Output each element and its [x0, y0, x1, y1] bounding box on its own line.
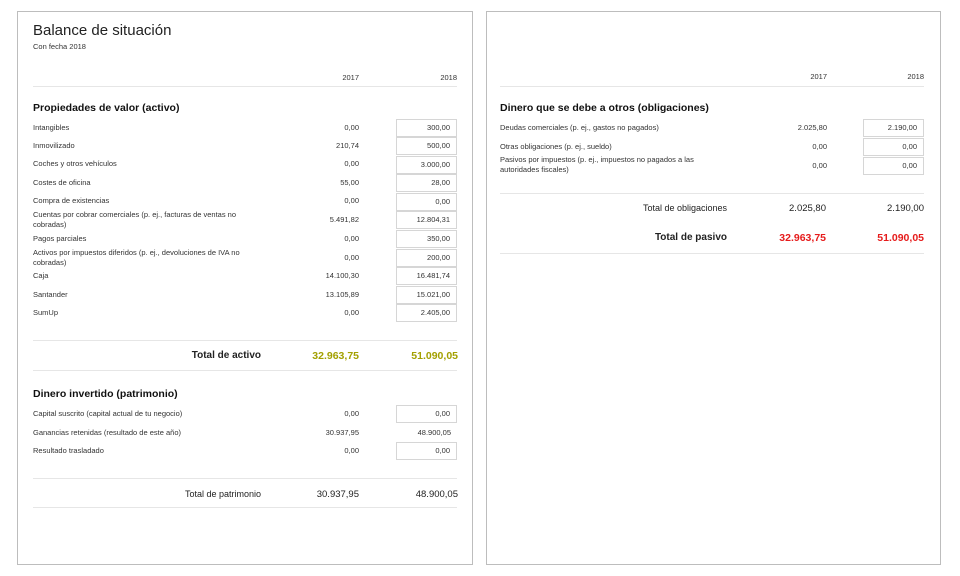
asset-label: Caja: [33, 271, 49, 280]
assets-total-2017: 32.963,75: [312, 350, 359, 362]
asset-label: Compra de existencias: [33, 196, 110, 205]
asset-value-2017: 0,00: [344, 253, 359, 262]
equity-label: Ganancias retenidas (resultado de este año): [33, 428, 182, 437]
divider: [500, 193, 924, 194]
asset-value-2017: 0,00: [344, 196, 359, 205]
asset-value-2018-input[interactable]: 15.021,00: [396, 286, 457, 304]
asset-value-2017: 14.100,30: [325, 271, 359, 280]
column-header-2018: 2018: [440, 73, 457, 82]
liability-label: Pasivos por impuestos (p. ej., impuestos no pagados a las autoridades fiscales): [500, 155, 694, 174]
equity-total-2018: 48.900,05: [415, 489, 458, 500]
divider: [33, 340, 457, 341]
asset-value-2017: 5.491,82: [329, 215, 359, 224]
column-header-2018: 2018: [907, 72, 924, 81]
grand-total-2017: 32.963,75: [779, 232, 826, 244]
balance-panel-right: [486, 11, 941, 565]
equity-section-title: Dinero invertido (patrimonio): [33, 388, 178, 400]
asset-value-2017: 0,00: [344, 234, 359, 243]
page-subtitle: Con fecha 2018: [33, 42, 86, 51]
liabilities-section-title: Dinero que se debe a otros (obligaciones): [500, 102, 709, 114]
assets-section-title: Propiedades de valor (activo): [33, 102, 180, 114]
asset-value-2018-input[interactable]: 16.481,74: [396, 267, 457, 285]
page-title: Balance de situación: [33, 22, 172, 39]
column-header-2017: 2017: [810, 72, 827, 81]
asset-label: Pagos parciales: [33, 234, 87, 243]
equity-total-2017: 30.937,95: [316, 489, 359, 500]
grand-total-label: Total de pasivo: [654, 232, 727, 243]
equity-value-2017: 0,00: [344, 409, 359, 418]
assets-total-2018: 51.090,05: [411, 350, 458, 362]
equity-total-label: Total de patrimonio: [184, 489, 261, 499]
asset-value-2017: 0,00: [344, 308, 359, 317]
asset-value-2018-input[interactable]: 3.000,00: [396, 156, 457, 174]
divider: [33, 370, 457, 371]
asset-label: SumUp: [33, 308, 59, 317]
asset-label: Cuentas por cobrar comerciales (p. ej., facturas de ventas no cobradas): [33, 210, 237, 229]
equity-value-2017: 30.937,95: [325, 428, 359, 437]
asset-value-2018-input[interactable]: 500,00: [396, 137, 457, 155]
equity-value-2017: 0,00: [344, 446, 359, 455]
asset-value-2018-input[interactable]: 28,00: [396, 174, 457, 192]
liabilities-total-2018: 2.190,00: [887, 203, 924, 214]
asset-label: Coches y otros vehículos: [33, 159, 117, 168]
liability-value-2018-input[interactable]: 2.190,00: [863, 119, 924, 137]
liability-value-2017: 0,00: [812, 161, 827, 170]
liability-label: Otras obligaciones (p. ej., sueldo): [500, 142, 612, 151]
liabilities-total-label: Total de obligaciones: [642, 203, 727, 213]
divider: [500, 253, 924, 254]
divider: [33, 478, 457, 479]
liability-value-2017: 2.025,80: [797, 123, 827, 132]
divider: [33, 86, 457, 87]
asset-value-2018-input[interactable]: 12.804,31: [396, 211, 457, 229]
liability-value-2017: 0,00: [812, 142, 827, 151]
asset-value-2017: 210,74: [336, 141, 359, 150]
asset-label: Activos por impuestos diferidos (p. ej., devoluciones de IVA no cobradas): [33, 248, 240, 267]
asset-value-2018-input[interactable]: 300,00: [396, 119, 457, 137]
liability-value-2018-input[interactable]: 0,00: [863, 138, 924, 156]
asset-value-2017: 0,00: [344, 159, 359, 168]
asset-label: Inmovilizado: [33, 141, 75, 150]
column-header-2017: 2017: [342, 73, 359, 82]
asset-value-2018-input[interactable]: 350,00: [396, 230, 457, 248]
asset-value-2017: 55,00: [340, 178, 359, 187]
liability-label: Deudas comerciales (p. ej., gastos no pagados): [500, 123, 659, 132]
equity-value-2018: 48.900,05: [417, 428, 451, 437]
asset-value-2018-input[interactable]: 2.405,00: [396, 304, 457, 322]
equity-value-2018-input[interactable]: 0,00: [396, 405, 457, 423]
divider: [33, 507, 457, 508]
asset-label: Costes de oficina: [33, 178, 91, 187]
divider: [500, 86, 924, 87]
equity-label: Capital suscrito (capital actual de tu negocio): [33, 409, 183, 418]
liabilities-total-2017: 2.025,80: [789, 203, 826, 214]
liability-value-2018-input[interactable]: 0,00: [863, 157, 924, 175]
equity-value-2018-input[interactable]: 0,00: [396, 442, 457, 460]
assets-total-label: Total de activo: [191, 350, 261, 361]
asset-label: Santander: [33, 290, 68, 299]
asset-value-2018-input[interactable]: 200,00: [396, 249, 457, 267]
grand-total-2018: 51.090,05: [877, 232, 924, 244]
equity-label: Resultado trasladado: [33, 446, 104, 455]
asset-value-2017: 13.105,89: [325, 290, 359, 299]
balance-panel-left: [17, 11, 473, 565]
asset-value-2017: 0,00: [344, 123, 359, 132]
asset-label: Intangibles: [33, 123, 70, 132]
asset-value-2018-input[interactable]: 0,00: [396, 193, 457, 211]
